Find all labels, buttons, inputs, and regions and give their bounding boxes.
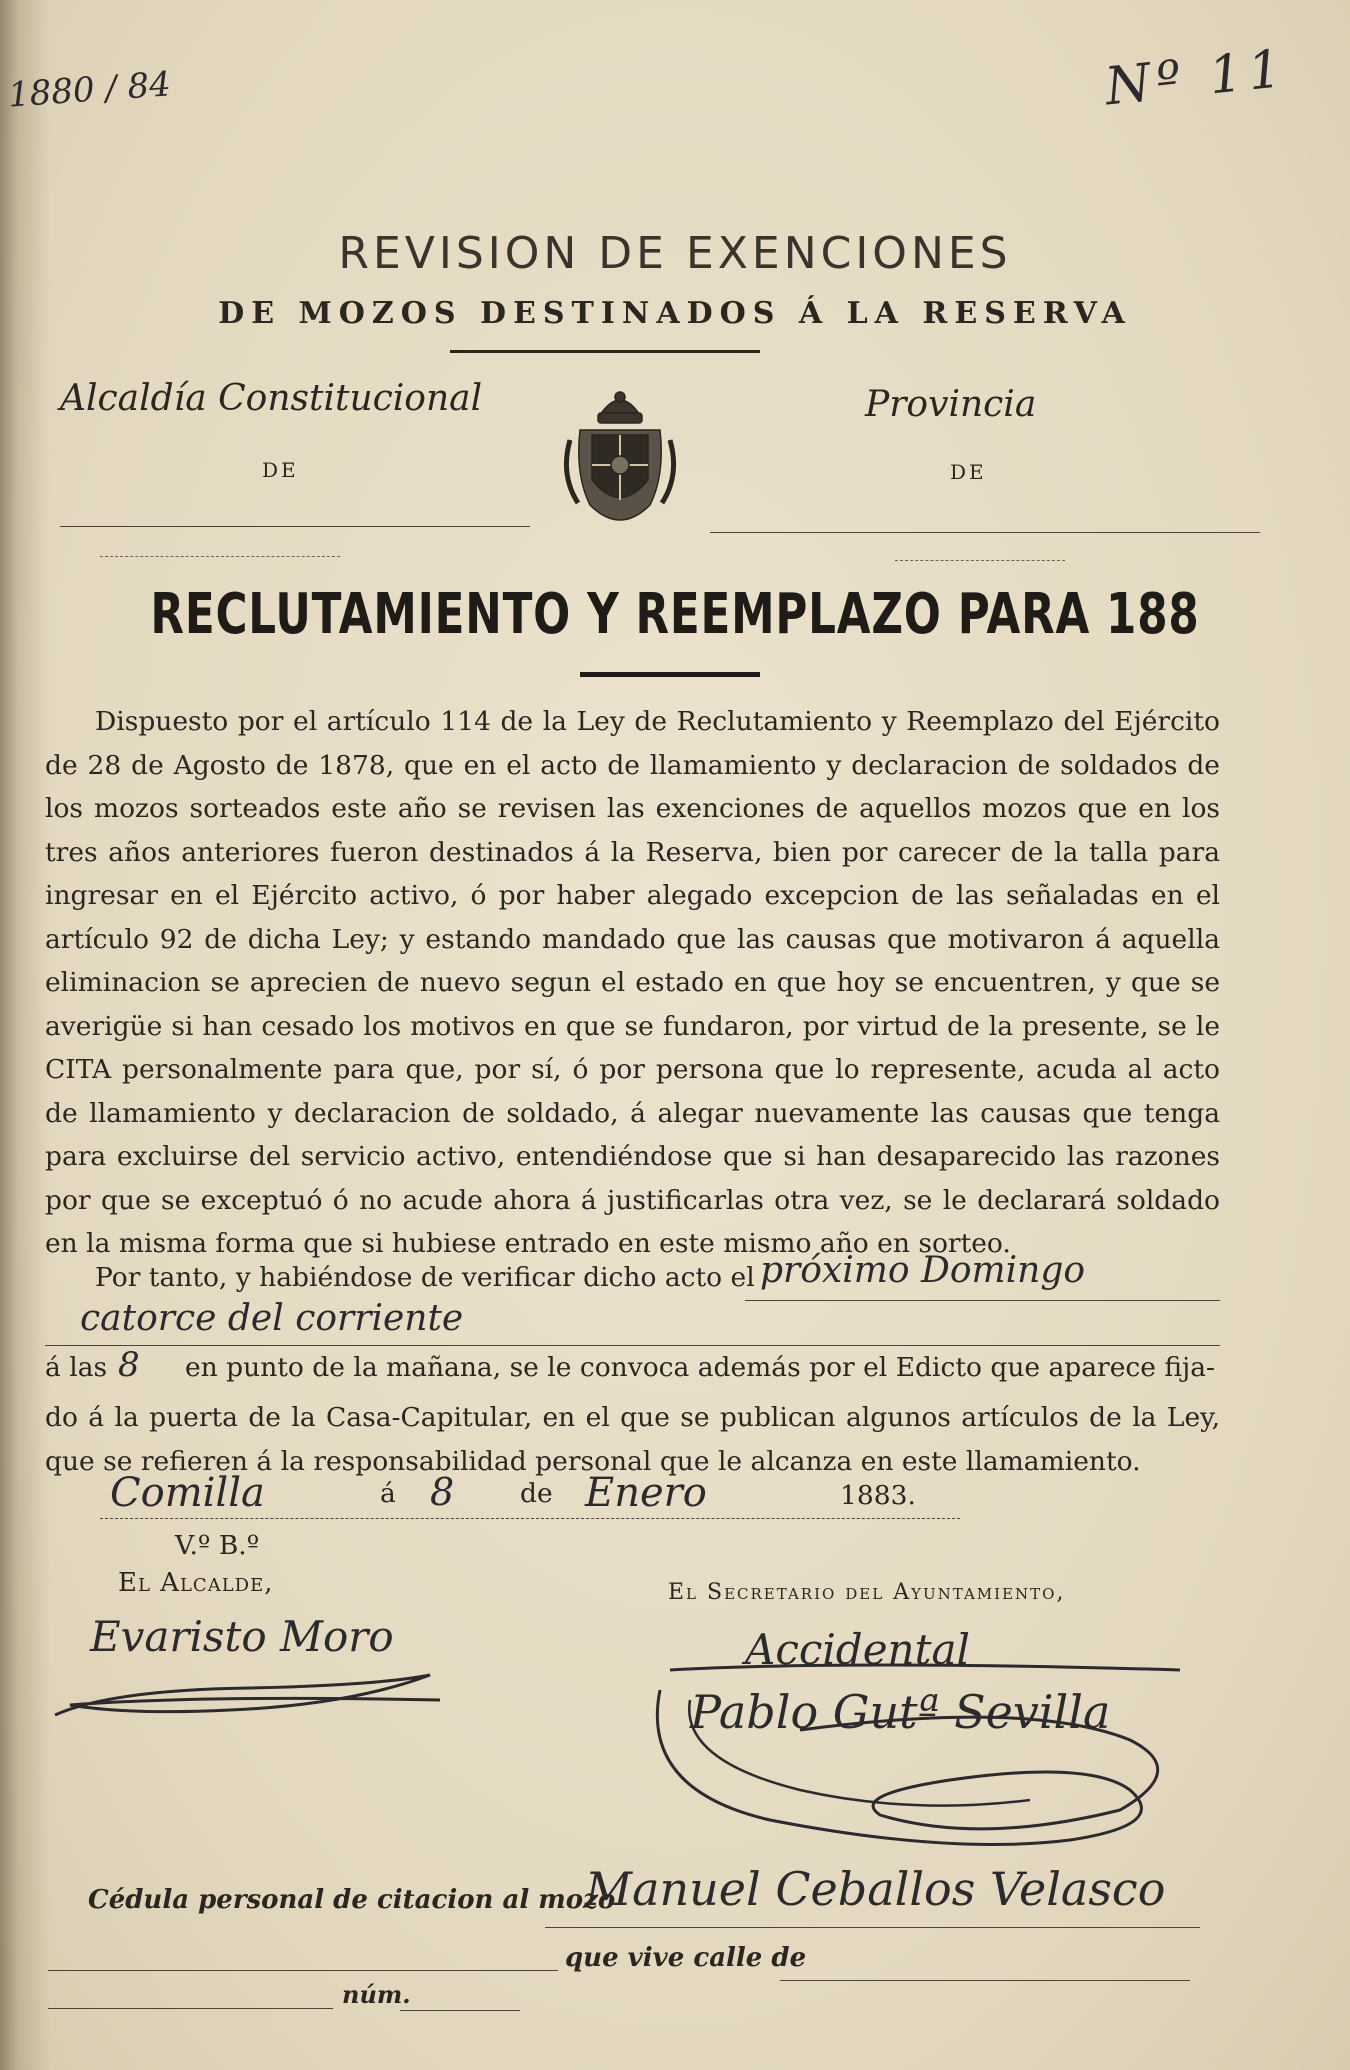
dateline-fill-line [100, 1518, 960, 1519]
act-date-fill-line [745, 1300, 1220, 1301]
dateline-de: de [520, 1478, 553, 1509]
vive-calle-label: que vive calle de [565, 1943, 807, 1973]
por-tanto-text: Por tanto, y habiéndose de verificar dicho acto el [95, 1262, 755, 1293]
main-title: RECLUTAMIENTO Y REEMPLAZO PARA 188 [150, 582, 1200, 647]
secretary-rubric-icon [650, 1640, 1210, 1860]
alcaldia-dotted-line [100, 556, 340, 557]
dateline-a: á [380, 1478, 396, 1509]
handwritten-accidental: Accidental [745, 1625, 970, 1674]
title-line-2: DE MOZOS DESTINADOS Á LA RESERVA [218, 296, 1132, 331]
alcalde-rubric-icon [50, 1660, 460, 1730]
handwritten-place: Comilla [110, 1470, 265, 1516]
handwritten-act-date-2: catorce del corriente [80, 1298, 464, 1339]
reference-annotation-right: Nº 11 [1102, 38, 1291, 118]
a-las-text: á las [45, 1352, 108, 1383]
coat-of-arms-icon [560, 385, 680, 535]
street-fill-line [780, 1980, 1190, 1981]
num-fill-line [400, 2010, 520, 2011]
dateline-year: 1883. [840, 1480, 916, 1511]
reference-annotation-left: 1880 / 84 [6, 64, 173, 116]
provincia-dotted-line [895, 560, 1065, 561]
alcaldia-fill-line [60, 526, 530, 527]
de-left-label: DE [262, 458, 299, 482]
alcalde-label: El Alcalde, [118, 1568, 274, 1598]
alcaldia-label: Alcaldía Constitucional [60, 378, 483, 419]
address-fill-line-left [48, 1970, 558, 1971]
mozo-name-fill-line [545, 1927, 1200, 1928]
num-label: núm. [342, 1980, 411, 2009]
act-date-fill-line-2 [45, 1345, 1220, 1346]
secretary-signature: Pablo Gutª Sevilla [690, 1685, 1111, 1739]
alcalde-signature: Evaristo Moro [90, 1612, 394, 1661]
de-right-label: DE [950, 460, 987, 484]
handwritten-mozo-name: Manuel Ceballos Velasco [585, 1862, 1166, 1916]
secretario-label: El Secretario del Ayuntamiento, [668, 1580, 1066, 1605]
handwritten-month: Enero [585, 1470, 707, 1516]
provincia-label: Provincia [865, 384, 1037, 425]
title-rule [450, 350, 760, 353]
body-paragraph-2-start: en punto de la mañana, se le convoca además por el Edicto que aparece fija- [185, 1352, 1215, 1383]
num-fill-line-left [48, 2008, 333, 2009]
handwritten-act-date: próximo Domingo [760, 1250, 1086, 1291]
body-paragraph-2: do á la puerta de la Casa-Capitular, en el que se publican algunos artículos de la Ley, que se refieren á la responsabilidad personal que le alcanza en este llamamiento. [45, 1402, 1220, 1477]
cedula-label: Cédula personal de citacion al mozo [88, 1885, 616, 1915]
body-paragraph-1: Dispuesto por el artículo 114 de la Ley de Reclutamiento y Reemplazo del Ejército de 28 de Agosto de 1878, que en el acto de llamamiento y declaracion de soldados de los mozos sorteados este año se revisen las exenciones de aquellos mozos que en los tres años anteriores fueron destinados á la Reserva, bien por carecer de la talla para ingresar en el Ejército activo, ó por haber alegado excepcion de las señaladas en el artículo 92 de dicha Ley; y estando mandado que las causas que motivaron á aquella eliminacion se aprecien de nuevo segun el estado en que hoy se encuentren, y que se averigüe si han cesado los motivos en que se fundaron, por virtud de la presente, se le CITA personalmente para que, por sí, ó por persona que lo represente, acuda al acto de llamamiento y declaracion de soldado, á alegar nuevamente las causas que tenga para excluirse del servicio activo, entendiéndose que si han desaparecido las razones por que se exceptuó ó no acude ahora á justificarlas otra vez, se le declarará soldado en la misma forma que si hubiese entrado en este mismo año en sorteo. [45, 706, 1220, 1259]
handwritten-day: 8 [430, 1470, 455, 1514]
main-title-rule [580, 672, 760, 677]
visto-bueno-label: V.º B.º [175, 1530, 260, 1561]
handwritten-hour: 8 [118, 1345, 140, 1385]
provincia-fill-line [710, 532, 1260, 533]
title-line-1: REVISION DE EXENCIONES [338, 228, 1012, 279]
